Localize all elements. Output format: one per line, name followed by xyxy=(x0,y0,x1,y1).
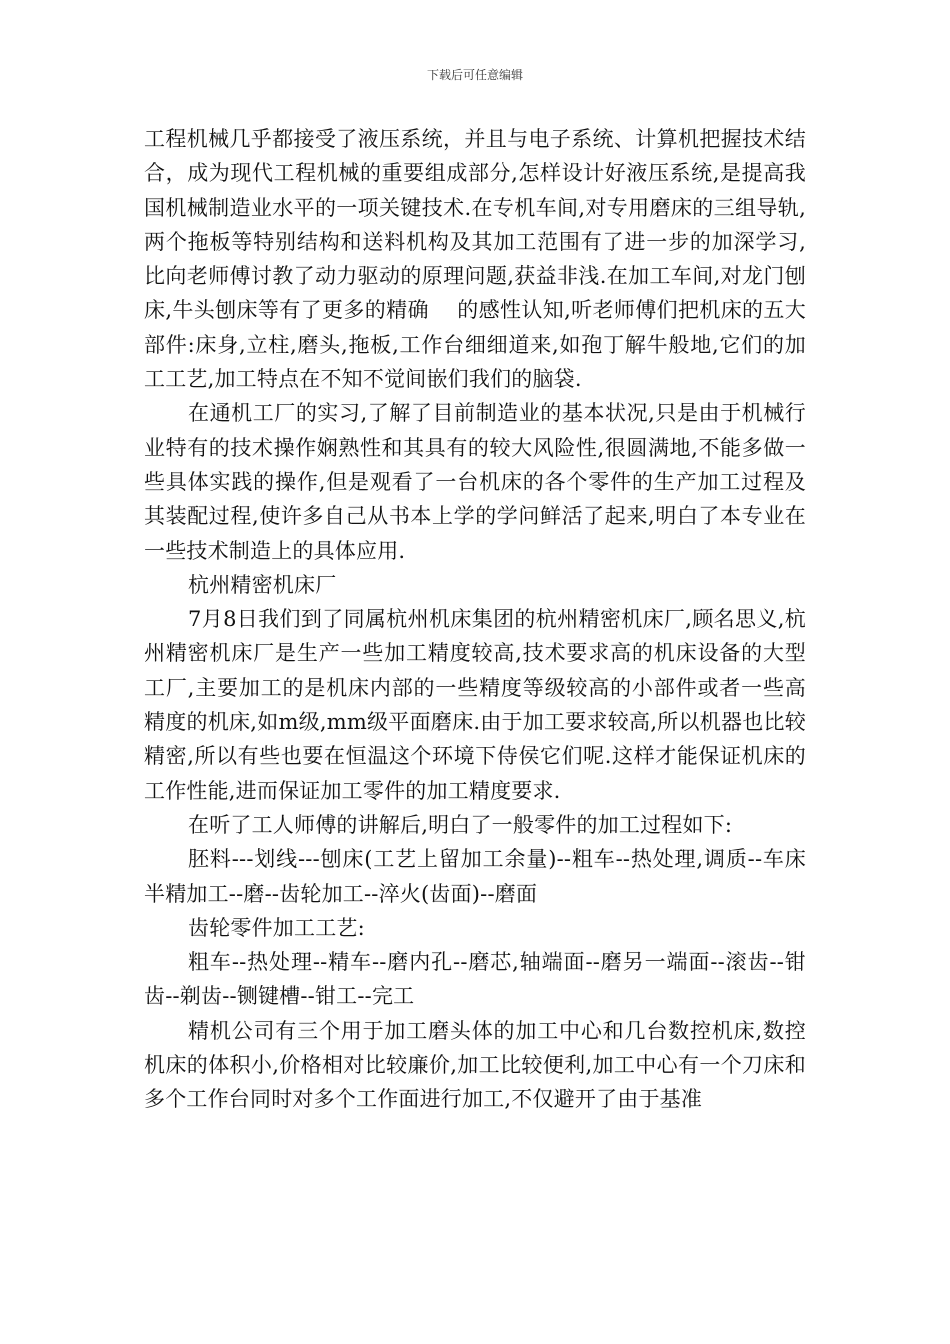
page-header: 下载后可任意编辑 xyxy=(426,68,523,82)
paragraph-1: 工程机械几乎都接受了液压系统，并且与电子系统、计算机把握技术结合，成为现代工程机械的重要组成部分,怎样设计好液压系统,是提高我国机械制造业水平的一项关键技术.在专机车间,对专用磨床的三组导轨,两个拖板等特别结构和送料机构及其加工范围有了进一步的加深学习,比向老师傅讨教了动力驱动的原理问题,获益非浅.在加工车间,对龙门刨床,牛头刨床等有了更多的精确 的感性认知,听老师傅们把机床的五大部件:床身,立柱,磨头,拖板,工作台细细道来,如孢丁解牛般地,它们的加工工艺,加工特点在不知不觉间嵌们我们的脑袋. xyxy=(144,127,806,392)
process-flow-gear: 粗车--热处理--精车--磨内孔--磨芯,轴端面--磨另一端面--滚齿--钳齿--剃齿--铡键槽--钳工--完工 xyxy=(144,950,806,1009)
paragraph-9: 精机公司有三个用于加工磨头体的加工中心和几台数控机床,数控机床的体积小,价格相对比较廉价,加工比较便利,加工中心有一个刀床和多个工作台同时对多个工作面进行加工,不仅避开了由于基准 xyxy=(144,1018,806,1112)
document-body xyxy=(144,122,806,1117)
paragraph-4: 7月8日我们到了同属杭州机床集团的杭州精密机床厂,顾名思义,杭州精密机床厂是生产一些加工精度较高,技术要求高的机床设备的大型工厂,主要加工的是机床内部的一些精度等级较高的小部件或者一些高精度的机床,如m级,mm级平面磨床.由于加工要求较高,所以机器也比较精密,所以有些也要在恒温这个环境下侍侯它们呢.这样才能保证机床的工作性能,进而保证加工零件的加工精度要求. xyxy=(144,607,806,803)
gear-process-heading: 齿轮零件加工工艺: xyxy=(188,915,365,940)
process-flow-general: 胚料---划线---刨床(工艺上留加工余量)--粗车--热处理,调质--车床半精加工--磨--齿轮加工--淬火(齿面)--磨面 xyxy=(144,847,806,906)
paragraph-2: 在通机工厂的实习,了解了目前制造业的基本状况,只是由于机械行业特有的技术操作娴熟性和其具有的较大风险性,很圆满地,不能多做一些具体实践的操作,但是观看了一台机床的各个零件的生产加工过程及其装配过程,使许多自己从书本上学的学问鲜活了起来,明白了本专业在一些技术制造上的具体应用. xyxy=(144,401,806,563)
paragraph-5: 在听了工人师傅的讲解后,明白了一般零件的加工过程如下: xyxy=(188,812,733,837)
section-heading: 杭州精密机床厂 xyxy=(188,572,337,597)
